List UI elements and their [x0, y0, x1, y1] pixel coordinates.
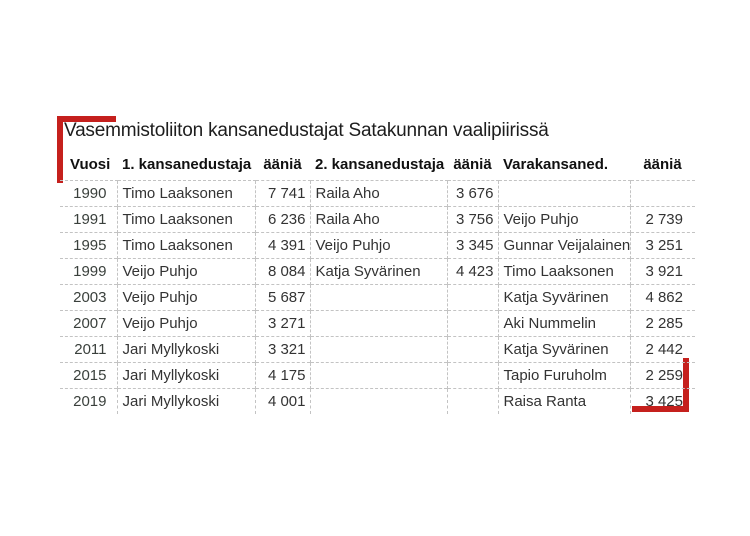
table-cell: 4 175: [255, 362, 310, 388]
table-cell: 3 321: [255, 336, 310, 362]
table-cell: 8 084: [255, 258, 310, 284]
table-cell: Katja Syvärinen: [498, 284, 630, 310]
table-cell: 1991: [60, 206, 117, 232]
table-cell: Jari Myllykoski: [117, 388, 255, 414]
table-cell: Veijo Puhjo: [117, 310, 255, 336]
table-cell: Katja Syvärinen: [310, 258, 447, 284]
table-cell: Raila Aho: [310, 180, 447, 206]
table-cell: 2 285: [630, 310, 695, 336]
column-header-vuosi: Vuosi: [70, 156, 111, 174]
table-cell: 3 756: [447, 206, 498, 232]
table-cell: 2003: [60, 284, 117, 310]
column-header-1-kansanedustaja: 1. kansanedustaja: [122, 156, 252, 174]
table-row: [60, 336, 695, 362]
table-cell: [310, 388, 447, 414]
mp-table: [60, 152, 695, 414]
table-cell: 4 862: [630, 284, 695, 310]
table-row: [60, 362, 695, 388]
table-cell: Gunnar Veijalainen: [498, 232, 630, 258]
table-cell: Veijo Puhjo: [498, 206, 630, 232]
table-cell: 3 676: [447, 180, 498, 206]
table-row: [60, 310, 695, 336]
column-header-varakansaned: Varakansaned.: [503, 156, 609, 174]
table-cell: [310, 284, 447, 310]
table-cell: 4 391: [255, 232, 310, 258]
table-cell: 5 687: [255, 284, 310, 310]
table-header: [60, 152, 695, 180]
table-cell: 3 345: [447, 232, 498, 258]
table-cell: Aki Nummelin: [498, 310, 630, 336]
column-header-aania-1: ääniä: [263, 156, 302, 174]
table-cell: Timo Laaksonen: [117, 180, 255, 206]
table-row: [60, 206, 695, 232]
table-cell: Jari Myllykoski: [117, 336, 255, 362]
column-header-aania-2: ääniä: [453, 156, 492, 174]
table-cell: 4 001: [255, 388, 310, 414]
table-header-row: [60, 152, 695, 180]
table-cell: [310, 336, 447, 362]
table-cell: 2015: [60, 362, 117, 388]
table-row: [60, 232, 695, 258]
table-cell: 3 425: [630, 388, 695, 414]
table-cell: [447, 362, 498, 388]
table-cell: 3 251: [630, 232, 695, 258]
table-cell: 2 739: [630, 206, 695, 232]
table-row: [60, 284, 695, 310]
table-cell: 3 271: [255, 310, 310, 336]
table-cell: Jari Myllykoski: [117, 362, 255, 388]
table-cell: 1990: [60, 180, 117, 206]
table-cell: 6 236: [255, 206, 310, 232]
table-cell: 1995: [60, 232, 117, 258]
table-cell: Veijo Puhjo: [117, 284, 255, 310]
table-cell: [447, 284, 498, 310]
table-cell: 2019: [60, 388, 117, 414]
table-row: [60, 180, 695, 206]
table-cell: Veijo Puhjo: [117, 258, 255, 284]
table-cell: [447, 310, 498, 336]
table-cell: [447, 388, 498, 414]
table-cell: [498, 180, 630, 206]
table-cell: 2011: [60, 336, 117, 362]
table-cell: Katja Syvärinen: [498, 336, 630, 362]
table-cell: 1999: [60, 258, 117, 284]
column-header-aania-3: ääniä: [643, 156, 682, 174]
table-cell: Tapio Furuholm: [498, 362, 630, 388]
table-cell: Timo Laaksonen: [498, 258, 630, 284]
table-cell: Timo Laaksonen: [117, 206, 255, 232]
page-title: Vasemmistoliiton kansanedustajat Satakunnan vaalipiirissä: [64, 120, 549, 141]
table-cell: [310, 310, 447, 336]
table-cell: Veijo Puhjo: [310, 232, 447, 258]
table-cell: 2 442: [630, 336, 695, 362]
table-cell: 3 921: [630, 258, 695, 284]
table-cell: Timo Laaksonen: [117, 232, 255, 258]
table-cell: Raisa Ranta: [498, 388, 630, 414]
table-cell: 2007: [60, 310, 117, 336]
table-cell: 7 741: [255, 180, 310, 206]
table-cell: 2 259: [630, 362, 695, 388]
column-header-2-kansanedustaja: 2. kansanedustaja: [315, 156, 445, 174]
table-row: [60, 388, 695, 414]
table-cell: [310, 362, 447, 388]
table-cell: Raila Aho: [310, 206, 447, 232]
table-row: [60, 258, 695, 284]
table-cell: [447, 336, 498, 362]
table-body: [60, 180, 695, 414]
table-cell: [630, 180, 695, 206]
table-cell: 4 423: [447, 258, 498, 284]
